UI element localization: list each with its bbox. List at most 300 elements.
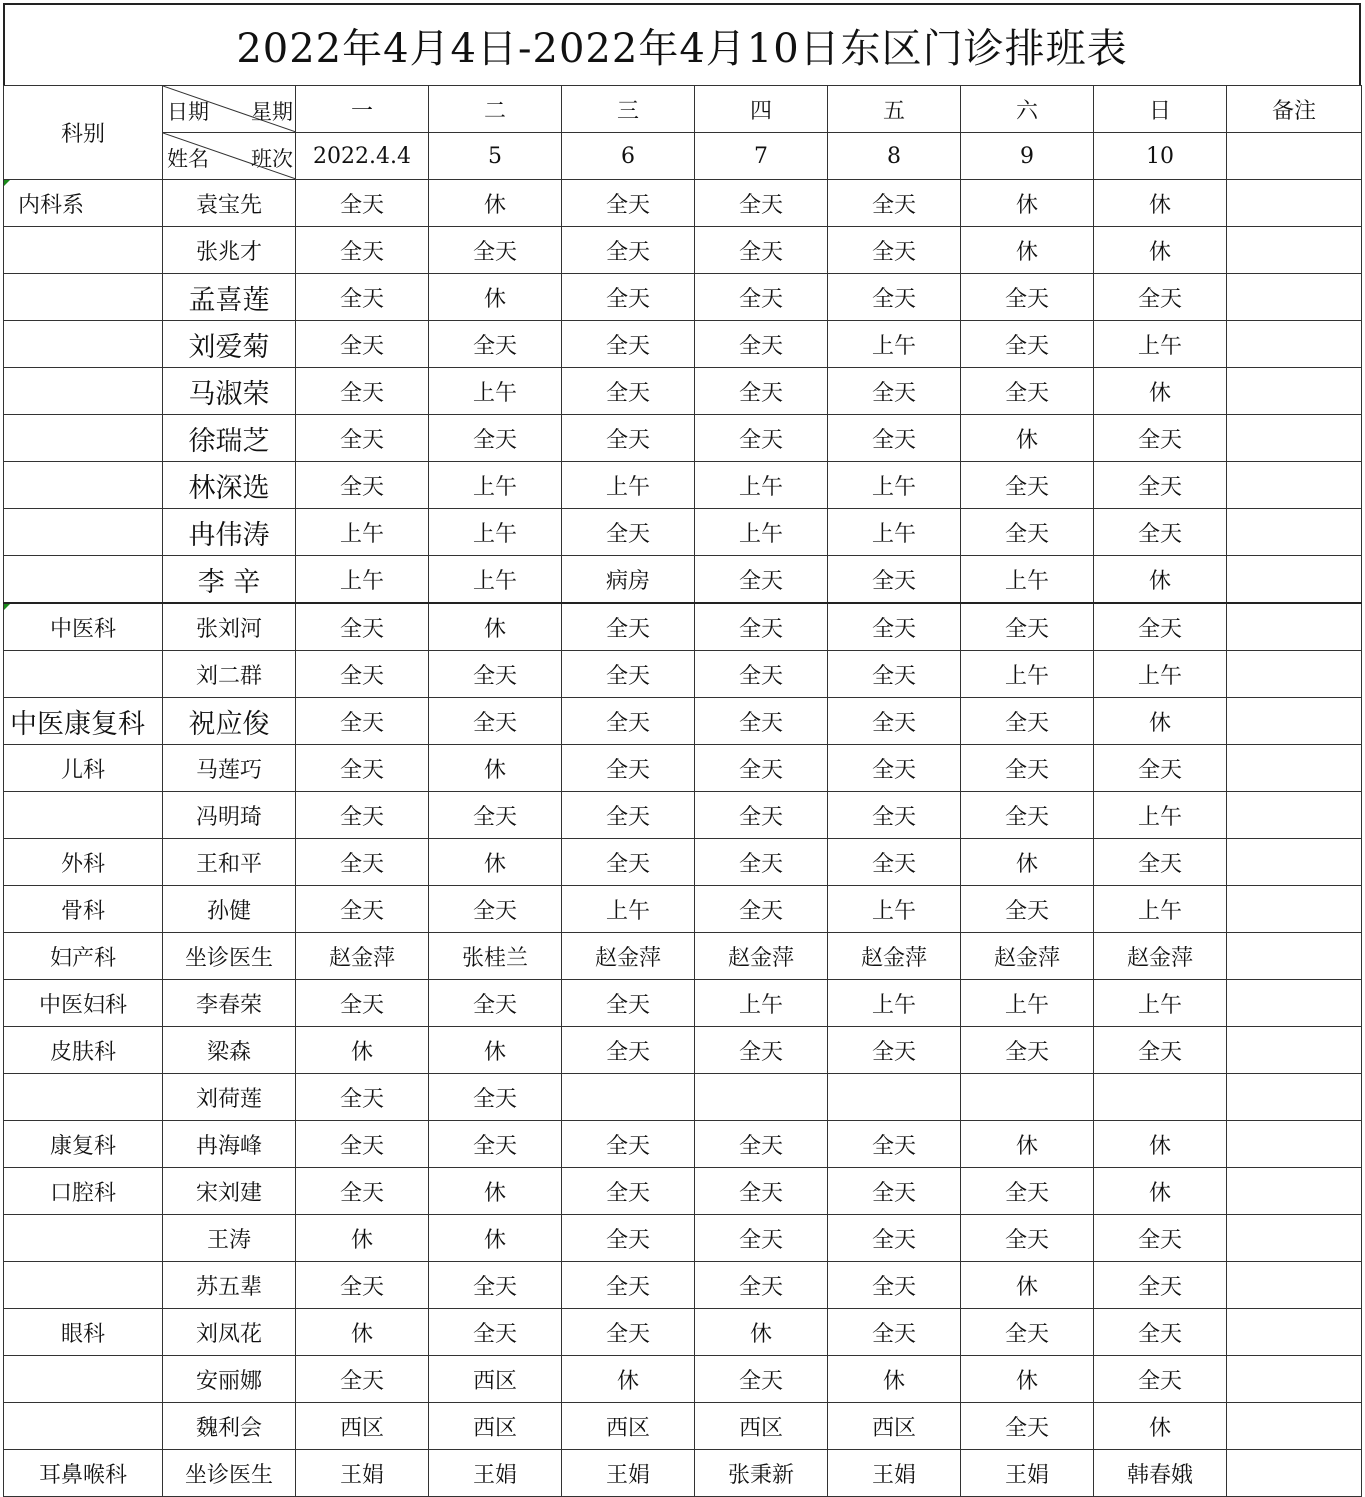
table-row bbox=[4, 651, 1362, 698]
shift-cell: 全天 bbox=[961, 1168, 1094, 1215]
shift-cell: 休 bbox=[429, 180, 562, 227]
shift-cell: 全天 bbox=[429, 321, 562, 368]
dept-cell bbox=[4, 1121, 163, 1168]
shift-cell: 上午 bbox=[695, 509, 828, 556]
notes-cell bbox=[1227, 886, 1362, 933]
shift-cell: 休 bbox=[961, 180, 1094, 227]
shift-cell: 全天 bbox=[961, 792, 1094, 839]
staff-name-cell: 刘二群 bbox=[163, 651, 296, 698]
shift-cell: 休 bbox=[296, 1215, 429, 1262]
shift-cell: 赵金萍 bbox=[1094, 933, 1227, 980]
notes-cell bbox=[1227, 933, 1362, 980]
shift-cell: 全天 bbox=[695, 886, 828, 933]
shift-cell: 休 bbox=[429, 1168, 562, 1215]
dept-text: 中医科 bbox=[49, 616, 116, 642]
shift-cell: 西区 bbox=[296, 1403, 429, 1450]
shift-cell: 上午 bbox=[828, 886, 961, 933]
weekday-header: 二 bbox=[429, 86, 562, 133]
table-row bbox=[4, 1356, 1362, 1403]
staff-name-cell: 李 辛 bbox=[163, 556, 296, 604]
shift-cell: 全天 bbox=[296, 368, 429, 415]
shift-cell: 王娟 bbox=[961, 1450, 1094, 1497]
dept-cell bbox=[4, 698, 163, 745]
shift-cell: 全天 bbox=[695, 745, 828, 792]
shift-cell: 全天 bbox=[562, 1309, 695, 1356]
dept-cell bbox=[4, 1450, 163, 1497]
page-title: 2022年4月4日-2022年4月10日东区门诊排班表 bbox=[236, 25, 1128, 72]
notes-cell bbox=[1227, 1403, 1362, 1450]
shift-cell: 赵金萍 bbox=[562, 933, 695, 980]
dept-cell bbox=[4, 1309, 163, 1356]
shift-cell: 王娟 bbox=[429, 1450, 562, 1497]
shift-cell: 赵金萍 bbox=[828, 933, 961, 980]
notes-cell bbox=[1227, 1121, 1362, 1168]
shift-cell: 全天 bbox=[429, 651, 562, 698]
shift-cell: 上午 bbox=[1094, 321, 1227, 368]
shift-cell: 全天 bbox=[562, 698, 695, 745]
shift-cell: 全天 bbox=[296, 886, 429, 933]
notes-cell bbox=[1227, 180, 1362, 227]
shift-cell: 全天 bbox=[296, 603, 429, 651]
dept-cell bbox=[4, 227, 163, 274]
shift-cell: 全天 bbox=[828, 1121, 961, 1168]
shift-cell: 全天 bbox=[695, 368, 828, 415]
shift-cell: 全天 bbox=[1094, 1309, 1227, 1356]
shift-cell: 全天 bbox=[695, 1121, 828, 1168]
shift-cell: 休 bbox=[1094, 1403, 1227, 1450]
notes-cell bbox=[1227, 509, 1362, 556]
shift-cell: 全天 bbox=[828, 792, 961, 839]
shift-cell: 全天 bbox=[1094, 603, 1227, 651]
shift-cell: 上午 bbox=[828, 321, 961, 368]
table-row bbox=[4, 980, 1362, 1027]
shift-cell: 休 bbox=[429, 745, 562, 792]
table-row bbox=[4, 556, 1362, 604]
shift-cell: 全天 bbox=[961, 1027, 1094, 1074]
shift-cell: 全天 bbox=[562, 839, 695, 886]
staff-name-cell: 徐瑞芝 bbox=[163, 415, 296, 462]
staff-name-cell: 袁宝先 bbox=[163, 180, 296, 227]
header-row-weekday bbox=[4, 86, 1362, 133]
shift-cell: 全天 bbox=[828, 1309, 961, 1356]
shift-cell: 全天 bbox=[429, 698, 562, 745]
shift-cell: 全天 bbox=[296, 1262, 429, 1309]
date-label: 日期 bbox=[167, 100, 209, 124]
shift-cell: 休 bbox=[429, 603, 562, 651]
shift-cell: 全天 bbox=[961, 1403, 1094, 1450]
dept-cell bbox=[4, 415, 163, 462]
shift-cell: 全天 bbox=[695, 1356, 828, 1403]
shift-cell: 上午 bbox=[828, 980, 961, 1027]
shift-cell: 全天 bbox=[562, 1168, 695, 1215]
table-row bbox=[4, 1309, 1362, 1356]
staff-name-cell: 张刘河 bbox=[163, 603, 296, 651]
table-row bbox=[4, 933, 1362, 980]
staff-name-cell: 冉海峰 bbox=[163, 1121, 296, 1168]
notes-cell bbox=[1227, 839, 1362, 886]
shift-cell: 全天 bbox=[695, 651, 828, 698]
table-row bbox=[4, 274, 1362, 321]
notes-cell bbox=[1227, 603, 1362, 651]
shift-cell: 全天 bbox=[828, 415, 961, 462]
dept-text: 妇产科 bbox=[49, 945, 116, 971]
notes-cell bbox=[1227, 1262, 1362, 1309]
dept-cell bbox=[4, 1027, 163, 1074]
staff-name-cell: 马淑荣 bbox=[163, 368, 296, 415]
shift-cell: 全天 bbox=[562, 274, 695, 321]
shift-cell: 全天 bbox=[296, 839, 429, 886]
shift-cell: 全天 bbox=[961, 321, 1094, 368]
shift-cell: 上午 bbox=[429, 368, 562, 415]
shift-cell bbox=[961, 1074, 1094, 1121]
shift-cell: 上午 bbox=[429, 509, 562, 556]
shift-cell: 全天 bbox=[296, 980, 429, 1027]
notes-cell bbox=[1227, 1356, 1362, 1403]
shift-cell: 休 bbox=[1094, 1168, 1227, 1215]
dept-cell bbox=[4, 274, 163, 321]
shift-cell: 全天 bbox=[828, 556, 961, 604]
shift-cell: 上午 bbox=[562, 886, 695, 933]
staff-name-cell: 魏利会 bbox=[163, 1403, 296, 1450]
cell-marker-icon bbox=[4, 604, 10, 610]
shift-cell: 休 bbox=[429, 1027, 562, 1074]
dept-text: 康复科 bbox=[49, 1133, 116, 1159]
table-row bbox=[4, 886, 1362, 933]
shift-cell: 上午 bbox=[562, 462, 695, 509]
shift-cell: 休 bbox=[961, 227, 1094, 274]
shift-cell: 上午 bbox=[961, 980, 1094, 1027]
shift-cell: 病房 bbox=[562, 556, 695, 604]
shift-cell: 全天 bbox=[828, 698, 961, 745]
table-row bbox=[4, 603, 1362, 651]
notes-cell bbox=[1227, 368, 1362, 415]
shift-cell: 休 bbox=[1094, 227, 1227, 274]
shift-cell: 休 bbox=[828, 1356, 961, 1403]
shift-cell: 全天 bbox=[1094, 1027, 1227, 1074]
shift-cell: 西区 bbox=[695, 1403, 828, 1450]
weekday-header: 四 bbox=[695, 86, 828, 133]
shift-cell: 全天 bbox=[296, 1356, 429, 1403]
dept-cell bbox=[4, 1074, 163, 1121]
staff-name-cell: 宋刘建 bbox=[163, 1168, 296, 1215]
shift-cell: 全天 bbox=[429, 792, 562, 839]
staff-name-cell: 刘凤花 bbox=[163, 1309, 296, 1356]
staff-name-cell: 刘爱菊 bbox=[163, 321, 296, 368]
shift-cell: 休 bbox=[429, 1215, 562, 1262]
dept-cell bbox=[4, 1215, 163, 1262]
shift-cell: 全天 bbox=[828, 227, 961, 274]
shift-cell: 全天 bbox=[828, 603, 961, 651]
dept-text: 中医康复科 bbox=[10, 708, 145, 740]
table-row bbox=[4, 1403, 1362, 1450]
dept-cell bbox=[4, 933, 163, 980]
staff-name-cell: 坐诊医生 bbox=[163, 933, 296, 980]
shift-cell: 休 bbox=[961, 1356, 1094, 1403]
shift-cell: 韩春娥 bbox=[1094, 1450, 1227, 1497]
notes-cell bbox=[1227, 133, 1362, 180]
shift-cell: 上午 bbox=[429, 462, 562, 509]
table-row bbox=[4, 1074, 1362, 1121]
date-header: 8 bbox=[828, 133, 961, 180]
shift-cell: 休 bbox=[961, 1121, 1094, 1168]
shift-cell: 全天 bbox=[296, 274, 429, 321]
schedule-table bbox=[3, 85, 1362, 1497]
staff-name-cell: 孟喜莲 bbox=[163, 274, 296, 321]
shift-cell: 全天 bbox=[828, 274, 961, 321]
dept-cell bbox=[4, 886, 163, 933]
shift-cell: 全天 bbox=[695, 1262, 828, 1309]
shift-cell: 全天 bbox=[695, 839, 828, 886]
notes-cell bbox=[1227, 321, 1362, 368]
shift-cell: 全天 bbox=[695, 698, 828, 745]
table-row bbox=[4, 1168, 1362, 1215]
shift-cell: 全天 bbox=[562, 603, 695, 651]
shift-cell: 全天 bbox=[296, 1121, 429, 1168]
shift-cell: 休 bbox=[429, 839, 562, 886]
dept-text: 口腔科 bbox=[49, 1180, 116, 1206]
shift-cell: 全天 bbox=[296, 792, 429, 839]
shift-cell: 休 bbox=[296, 1027, 429, 1074]
staff-name-cell: 梁森 bbox=[163, 1027, 296, 1074]
shift-cell: 全天 bbox=[562, 1027, 695, 1074]
date-week-header bbox=[163, 86, 296, 133]
dept-cell bbox=[4, 462, 163, 509]
shift-cell: 西区 bbox=[828, 1403, 961, 1450]
shift-cell: 全天 bbox=[296, 1168, 429, 1215]
staff-name-cell: 张兆才 bbox=[163, 227, 296, 274]
shift-cell: 休 bbox=[1094, 698, 1227, 745]
dept-cell bbox=[4, 1168, 163, 1215]
notes-cell bbox=[1227, 980, 1362, 1027]
shift-cell bbox=[828, 1074, 961, 1121]
shift-cell: 全天 bbox=[429, 1121, 562, 1168]
shift-cell: 休 bbox=[562, 1356, 695, 1403]
dept-cell bbox=[4, 321, 163, 368]
dept-cell bbox=[4, 980, 163, 1027]
shift-cell: 全天 bbox=[562, 227, 695, 274]
shift-cell: 上午 bbox=[1094, 980, 1227, 1027]
date-header: 10 bbox=[1094, 133, 1227, 180]
shift-cell: 全天 bbox=[1094, 274, 1227, 321]
shift-cell: 上午 bbox=[429, 556, 562, 604]
shift-cell: 全天 bbox=[961, 509, 1094, 556]
shift-cell: 全天 bbox=[1094, 415, 1227, 462]
dept-cell bbox=[4, 603, 163, 651]
shift-cell: 张秉新 bbox=[695, 1450, 828, 1497]
dept-text: 耳鼻喉科 bbox=[38, 1462, 127, 1488]
shift-cell: 西区 bbox=[562, 1403, 695, 1450]
shift-cell bbox=[1094, 1074, 1227, 1121]
shift-cell: 全天 bbox=[695, 1168, 828, 1215]
notes-cell bbox=[1227, 651, 1362, 698]
shift-cell: 全天 bbox=[562, 980, 695, 1027]
dept-cell bbox=[4, 368, 163, 415]
shift-cell: 全天 bbox=[562, 1121, 695, 1168]
table-row bbox=[4, 1450, 1362, 1497]
shift-cell: 全天 bbox=[296, 1074, 429, 1121]
shift-cell: 全天 bbox=[695, 227, 828, 274]
shift-cell: 全天 bbox=[562, 415, 695, 462]
dept-cell bbox=[4, 180, 163, 227]
shift-cell: 全天 bbox=[961, 368, 1094, 415]
name-label: 姓名 bbox=[167, 147, 209, 171]
shift-cell: 上午 bbox=[296, 556, 429, 604]
staff-name-cell: 王涛 bbox=[163, 1215, 296, 1262]
shift-cell bbox=[695, 1074, 828, 1121]
shift-cell: 全天 bbox=[961, 1309, 1094, 1356]
shift-cell: 张桂兰 bbox=[429, 933, 562, 980]
dept-text: 中医妇科 bbox=[38, 992, 127, 1018]
weekday-header: 六 bbox=[961, 86, 1094, 133]
shift-cell: 全天 bbox=[695, 603, 828, 651]
table-row bbox=[4, 792, 1362, 839]
shift-cell: 赵金萍 bbox=[961, 933, 1094, 980]
shift-cell: 王娟 bbox=[296, 1450, 429, 1497]
shift-cell: 上午 bbox=[1094, 886, 1227, 933]
header-row-date bbox=[4, 133, 1362, 180]
shift-cell: 王娟 bbox=[828, 1450, 961, 1497]
shift-cell: 全天 bbox=[562, 509, 695, 556]
table-row bbox=[4, 1262, 1362, 1309]
shift-cell bbox=[562, 1074, 695, 1121]
shift-cell: 全天 bbox=[1094, 1356, 1227, 1403]
shift-cell: 上午 bbox=[695, 980, 828, 1027]
shift-cell: 全天 bbox=[562, 368, 695, 415]
date-header: 9 bbox=[961, 133, 1094, 180]
notes-cell bbox=[1227, 792, 1362, 839]
table-row bbox=[4, 180, 1362, 227]
weekday-header: 日 bbox=[1094, 86, 1227, 133]
shift-cell: 全天 bbox=[695, 792, 828, 839]
shift-cell: 全天 bbox=[562, 180, 695, 227]
week-label: 星期 bbox=[251, 100, 293, 124]
staff-name-cell: 祝应俊 bbox=[163, 698, 296, 745]
name-shift-header bbox=[163, 133, 296, 180]
shift-label: 班次 bbox=[251, 147, 293, 171]
shift-cell: 全天 bbox=[828, 1027, 961, 1074]
shift-cell: 全天 bbox=[296, 698, 429, 745]
schedule-sheet bbox=[3, 3, 1359, 1491]
shift-cell: 休 bbox=[429, 274, 562, 321]
shift-cell: 全天 bbox=[429, 980, 562, 1027]
date-header: 7 bbox=[695, 133, 828, 180]
table-row bbox=[4, 745, 1362, 792]
date-header: 6 bbox=[562, 133, 695, 180]
shift-cell: 全天 bbox=[429, 1262, 562, 1309]
dept-text: 眼科 bbox=[60, 1321, 105, 1347]
dept-cell bbox=[4, 1262, 163, 1309]
shift-cell: 上午 bbox=[296, 509, 429, 556]
weekday-header: 三 bbox=[562, 86, 695, 133]
notes-cell bbox=[1227, 274, 1362, 321]
table-row bbox=[4, 227, 1362, 274]
dept-text: 儿科 bbox=[60, 757, 105, 783]
shift-cell: 全天 bbox=[429, 1309, 562, 1356]
shift-cell: 全天 bbox=[562, 745, 695, 792]
dept-text: 内科系 bbox=[18, 192, 85, 218]
table-row bbox=[4, 839, 1362, 886]
shift-cell: 全天 bbox=[429, 227, 562, 274]
shift-cell: 全天 bbox=[562, 792, 695, 839]
shift-cell: 全天 bbox=[562, 1215, 695, 1262]
shift-cell: 全天 bbox=[1094, 1215, 1227, 1262]
shift-cell: 全天 bbox=[828, 839, 961, 886]
shift-cell: 全天 bbox=[562, 651, 695, 698]
shift-cell: 西区 bbox=[429, 1356, 562, 1403]
shift-cell: 全天 bbox=[961, 1215, 1094, 1262]
shift-cell: 全天 bbox=[828, 1168, 961, 1215]
dept-cell bbox=[4, 509, 163, 556]
dept-header: 科别 bbox=[4, 86, 163, 180]
notes-cell bbox=[1227, 1309, 1362, 1356]
shift-cell: 全天 bbox=[296, 415, 429, 462]
shift-cell: 全天 bbox=[695, 556, 828, 604]
table-row bbox=[4, 1027, 1362, 1074]
shift-cell: 休 bbox=[296, 1309, 429, 1356]
staff-name-cell: 林深选 bbox=[163, 462, 296, 509]
notes-cell bbox=[1227, 1215, 1362, 1262]
shift-cell: 休 bbox=[961, 415, 1094, 462]
shift-cell: 赵金萍 bbox=[695, 933, 828, 980]
notes-cell bbox=[1227, 1074, 1362, 1121]
shift-cell: 全天 bbox=[296, 651, 429, 698]
shift-cell: 全天 bbox=[1094, 1262, 1227, 1309]
date-header: 5 bbox=[429, 133, 562, 180]
table-row bbox=[4, 415, 1362, 462]
table-row bbox=[4, 698, 1362, 745]
shift-cell: 休 bbox=[695, 1309, 828, 1356]
dept-cell bbox=[4, 651, 163, 698]
shift-cell: 上午 bbox=[828, 509, 961, 556]
shift-cell: 王娟 bbox=[562, 1450, 695, 1497]
shift-cell: 全天 bbox=[961, 745, 1094, 792]
table-row bbox=[4, 509, 1362, 556]
staff-name-cell: 孙健 bbox=[163, 886, 296, 933]
shift-cell: 全天 bbox=[961, 698, 1094, 745]
shift-cell: 全天 bbox=[429, 886, 562, 933]
weekday-header: 五 bbox=[828, 86, 961, 133]
shift-cell: 全天 bbox=[296, 745, 429, 792]
shift-cell: 全天 bbox=[429, 1074, 562, 1121]
dept-cell bbox=[4, 1356, 163, 1403]
shift-cell: 全天 bbox=[828, 368, 961, 415]
shift-cell: 上午 bbox=[828, 462, 961, 509]
dept-cell bbox=[4, 1403, 163, 1450]
shift-cell: 全天 bbox=[296, 462, 429, 509]
notes-header: 备注 bbox=[1227, 86, 1362, 133]
shift-cell: 休 bbox=[961, 839, 1094, 886]
notes-cell bbox=[1227, 415, 1362, 462]
shift-cell: 上午 bbox=[961, 651, 1094, 698]
shift-cell: 全天 bbox=[562, 321, 695, 368]
shift-cell: 全天 bbox=[828, 651, 961, 698]
shift-cell: 全天 bbox=[429, 415, 562, 462]
staff-name-cell: 冯明琦 bbox=[163, 792, 296, 839]
shift-cell: 全天 bbox=[828, 1215, 961, 1262]
dept-text: 骨科 bbox=[60, 898, 105, 924]
shift-cell: 上午 bbox=[1094, 792, 1227, 839]
shift-cell: 全天 bbox=[961, 603, 1094, 651]
shift-cell: 全天 bbox=[296, 321, 429, 368]
shift-cell: 全天 bbox=[1094, 745, 1227, 792]
shift-cell: 上午 bbox=[695, 462, 828, 509]
shift-cell: 休 bbox=[961, 1262, 1094, 1309]
shift-cell: 全天 bbox=[296, 227, 429, 274]
shift-cell: 全天 bbox=[695, 1215, 828, 1262]
shift-cell: 全天 bbox=[828, 1262, 961, 1309]
shift-cell: 西区 bbox=[429, 1403, 562, 1450]
staff-name-cell: 马莲巧 bbox=[163, 745, 296, 792]
